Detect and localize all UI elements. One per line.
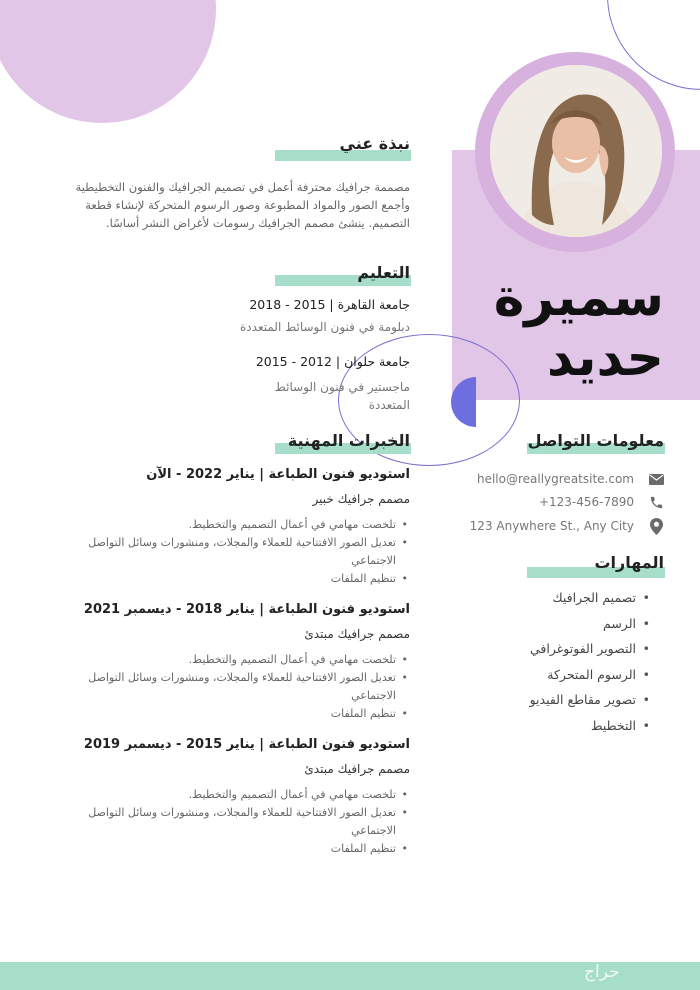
- contact-email-row: [440, 469, 664, 489]
- contact-heading: معلومات التواصل: [527, 431, 664, 450]
- job-role-1: مصمم جرافيك خبير: [312, 492, 410, 506]
- job-bullets-2: [40, 651, 410, 723]
- list-item: • تنظيم الملفات: [40, 840, 410, 858]
- job-bullets-1: [40, 516, 410, 588]
- contact-phone[interactable]: +123-456-7890: [538, 495, 634, 509]
- decorative-circle-top-left: [0, 0, 216, 123]
- list-item: • تصميم الجرافيك: [452, 590, 652, 616]
- about-heading: نبذة عني: [339, 134, 410, 153]
- education-title-2: جامعة حلوان | 2012 - 2015: [255, 354, 410, 369]
- education-subtitle-2: ماجستير في فنون الوسائط المتعددة: [274, 380, 410, 412]
- job-title-3: استوديو فنون الطباعة | يناير 2015 - ديسمبر 2019: [83, 737, 410, 752]
- job-role-3: مصمم جرافيك مبتدئ: [304, 762, 410, 776]
- last-name: حديد: [546, 328, 664, 388]
- watermark: حراج: [584, 962, 620, 982]
- list-item: • تلخصت مهامي في أعمال التصميم والتخطيط.: [40, 651, 410, 669]
- list-item: • الرسم: [452, 616, 652, 642]
- list-item: • التصوير الفوتوغرافي: [452, 641, 652, 667]
- experience-heading: الخبرات المهنية: [287, 431, 410, 450]
- education-heading: التعليم: [357, 263, 410, 282]
- about-text: مصممة جرافيك محترفة أعمل في تصميم الجرافيك والفنون التخطيطية وأجمع الصور والمواد المطبوعة وصور الرسوم المتحركة لإنشاء قطعة التصميم. ينشئ مصمم الجرافيك رسومات لأغراض النشر أساسًا.: [75, 180, 410, 230]
- contact-address: 123 Anywhere St., Any City: [469, 519, 634, 533]
- job-role-2: مصمم جرافيك مبتدئ: [304, 627, 410, 641]
- envelope-icon: [648, 471, 664, 487]
- list-item: • تلخصت مهامي في أعمال التصميم والتخطيط.: [40, 786, 410, 804]
- list-item: • تعديل الصور الافتتاحية للعملاء والمجلات، ومنشورات وسائل التواصل الاجتماعي: [40, 804, 410, 840]
- education-subtitle-1: دبلومة في فنون الوسائط المتعددة: [240, 320, 410, 334]
- contact-phone-row: [440, 492, 664, 512]
- first-name: سميرة: [493, 268, 664, 328]
- list-item: • تنظيم الملفات: [40, 570, 410, 588]
- location-pin-icon: [648, 518, 664, 534]
- list-item: • التخطيط: [452, 718, 652, 744]
- education-title-1: جامعة القاهرة | 2015 - 2018: [249, 297, 410, 312]
- job-bullets-3: [40, 786, 410, 858]
- contact-email[interactable]: hello@reallygreatsite.com: [476, 472, 634, 486]
- skills-list: [452, 590, 652, 743]
- skills-heading: المهارات: [594, 553, 664, 572]
- job-title-2: استوديو فنون الطباعة | يناير 2018 - ديسمبر 2021: [83, 602, 410, 617]
- contact-address-row: [440, 516, 664, 536]
- list-item: • تنظيم الملفات: [40, 705, 410, 723]
- portrait-photo: [490, 65, 662, 237]
- list-item: • الرسوم المتحركة: [452, 667, 652, 693]
- phone-icon: [648, 494, 664, 510]
- list-item: • تعديل الصور الافتتاحية للعملاء والمجلات، ومنشورات وسائل التواصل الاجتماعي: [40, 669, 410, 705]
- list-item: • تصوير مقاطع الفيديو: [452, 692, 652, 718]
- list-item: • تعديل الصور الافتتاحية للعملاء والمجلات، ومنشورات وسائل التواصل الاجتماعي: [40, 534, 410, 570]
- list-item: • تلخصت مهامي في أعمال التصميم والتخطيط.: [40, 516, 410, 534]
- job-title-1: استوديو فنون الطباعة | يناير 2022 - الآن: [146, 467, 410, 482]
